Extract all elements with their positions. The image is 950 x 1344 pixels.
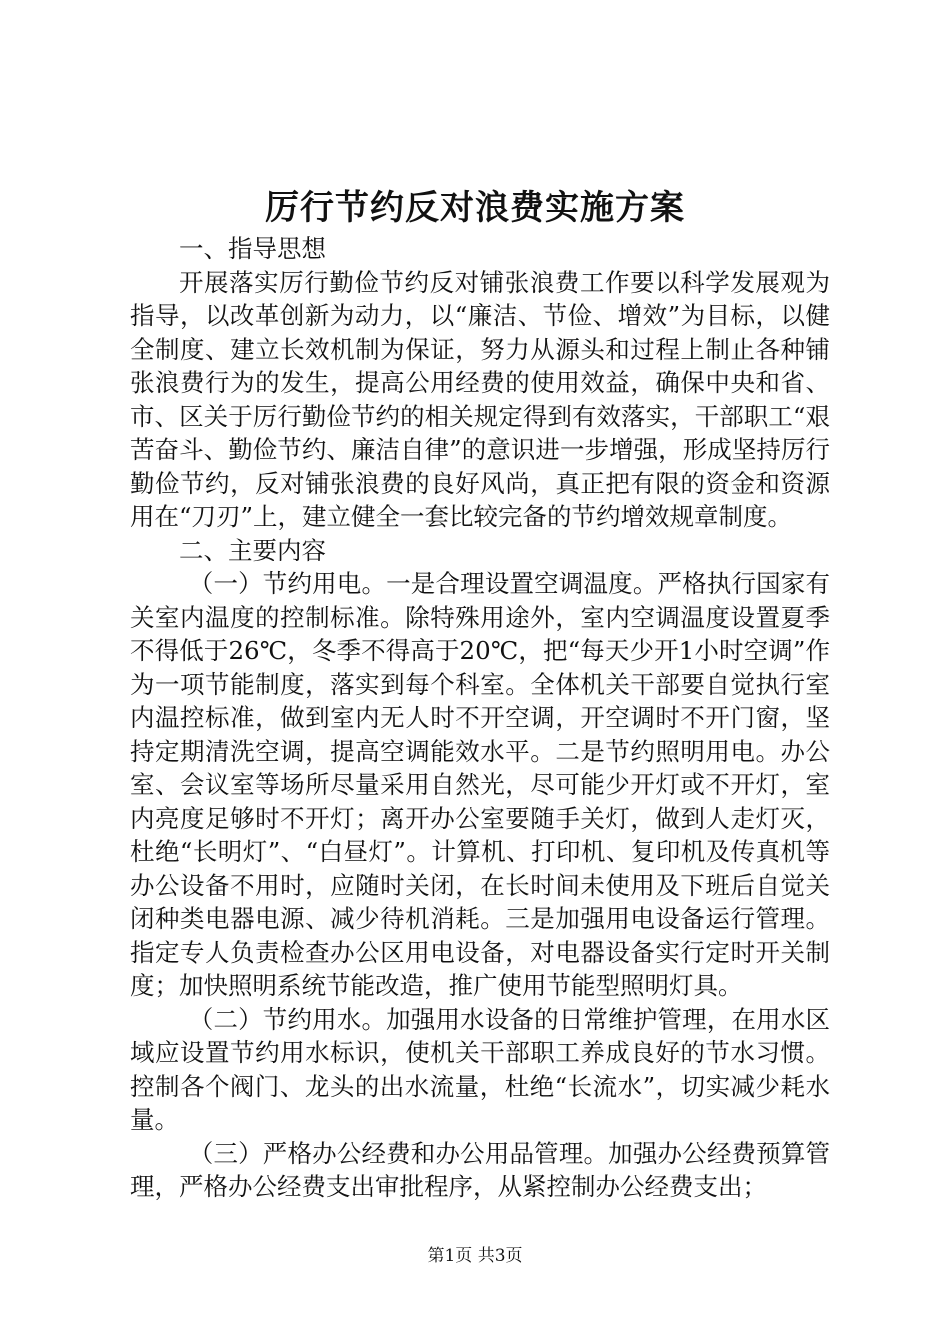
paragraph-save-electricity: （一）节约用电。一是合理设置空调温度。严格执行国家有关室内温度的控制标准。除特殊用途外，室内空调温度设置夏季不得低于26℃，冬季不得高于20℃，把“每天少开1小时空调”作为一项节能制度，落实到每个科室。全体机关干部要自觉执行室内温控标准，做到室内无人时不开空调，开空调时不开门窗，坚持定期清洗空调，提高空调能效水平。二是节约照明用电。办公室、会议室等场所尽量采用自然光，尽可能少开灯或不开灯，室内亮度足够时不开灯；离开办公室要随手关灯，做到人走灯灭，杜绝“长明灯”、“白昼灯”。计算机、打印机、复印机及传真机等办公设备不用时，应随时关闭，在长时间未使用及下班后自觉关闭种类电器电源、减少待机消耗。三是加强用电设备运行管理。指定专人负责检查办公区用电设备，对电器设备实行定时开关制度；加快照明系统节能改造，推广使用节能型照明灯具。 [130, 569, 830, 1000]
section-heading-guiding-ideology: 一、指导思想 [179, 234, 326, 263]
paragraph-guiding-ideology: 开展落实厉行勤俭节约反对铺张浪费工作要以科学发展观为指导，以改革创新为动力，以“廉洁、节俭、增效”为目标，以健全制度、建立长效机制为保证，努力从源头和过程上制止各种铺张浪费行为的发生，提高公用经费的使用效益，确保中央和省、市、区关于厉行勤俭节约的相关规定得到有效落实，干部职工“艰苦奋斗、勤俭节约、廉洁自律”的意识进一步增强，形成坚持厉行勤俭节约，反对铺张浪费的良好风尚，真正把有限的资金和资源用在“刀刃”上，建立健全一套比较完备的节约增效规章制度。 [130, 267, 830, 531]
document-title: 厉行节约反对浪费实施方案 [265, 188, 685, 228]
paragraph-office-expenses: （三）严格办公经费和办公用品管理。加强办公经费预算管理，严格办公经费支出审批程序，从紧控制办公经费支出； [130, 1138, 830, 1201]
page-footer: 第1页 共3页 [427, 1246, 523, 1266]
paragraph-save-water: （二）节约用水。加强用水设备的日常维护管理，在用水区域应设置节约用水标识，使机关干部职工养成良好的节水习惯。控制各个阀门、龙头的出水流量，杜绝“长流水”，切实减少耗水量。 [130, 1004, 830, 1134]
document-body [130, 232, 830, 1204]
section-heading-main-content: 二、主要内容 [179, 535, 326, 565]
